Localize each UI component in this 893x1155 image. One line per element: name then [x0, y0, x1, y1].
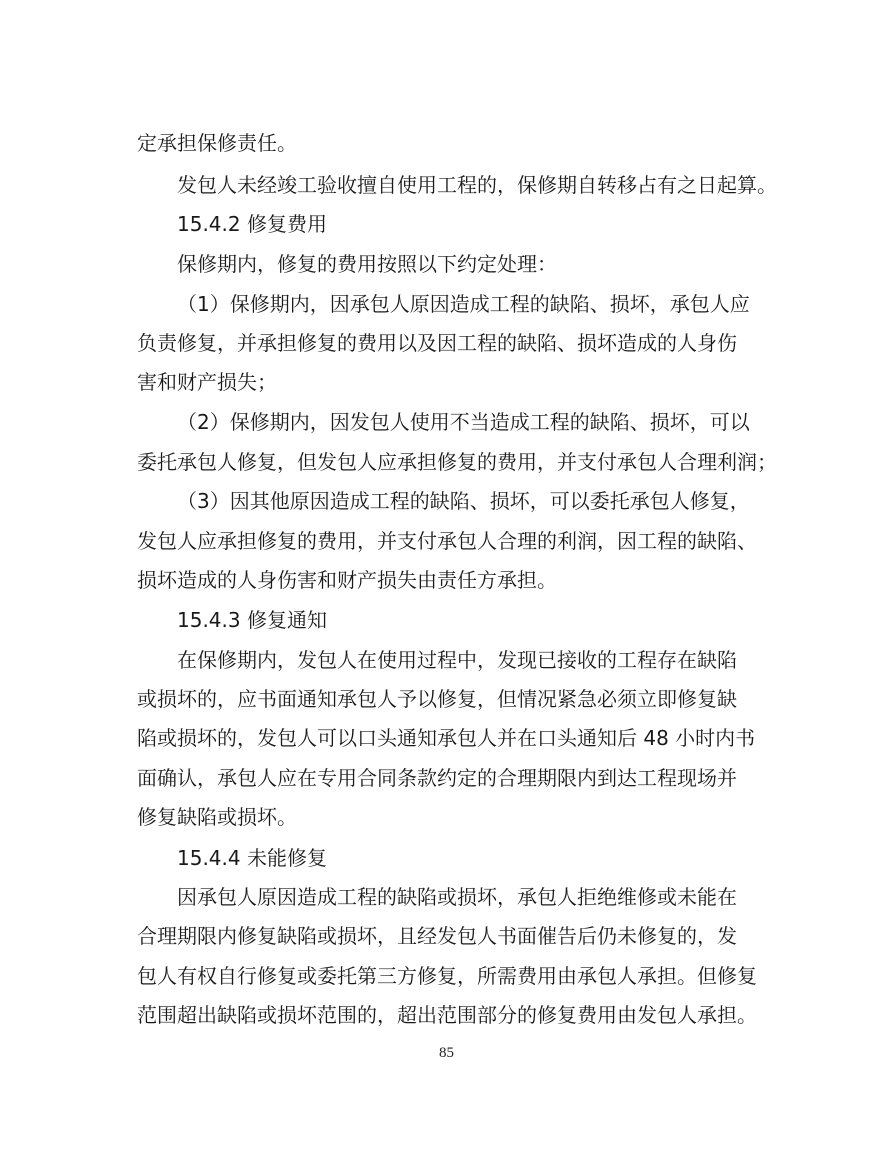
section-heading-15-4-4: 15.4.4 未能修复 [177, 846, 327, 870]
paragraph-line: 因承包人原因造成工程的缺陷或损坏，承包人拒绝维修或未能在 [177, 885, 737, 909]
paragraph-line: 定承担保修责任。 [137, 131, 297, 155]
paragraph-line: 或损坏的，应书面通知承包人予以修复，但情况紧急必须立即修复缺 [137, 687, 737, 711]
paragraph-line: 在保修期内，发包人在使用过程中，发现已接收的工程存在缺陷 [177, 648, 737, 672]
paragraph-line: 面确认，承包人应在专用合同条款约定的合理期限内到达工程现场并 [137, 766, 737, 790]
list-item-3-line: （3）因其他原因造成工程的缺陷、损坏，可以委托承包人修复， [177, 489, 750, 513]
list-item-1-line: 负责修复，并承担修复的费用以及因工程的缺陷、损坏造成的人身伤 [137, 331, 737, 355]
paragraph-line: 范围超出缺陷或损坏范围的，超出范围部分的修复费用由发包人承担。 [137, 1003, 757, 1027]
section-heading-15-4-2: 15.4.2 修复费用 [177, 212, 327, 236]
list-item-2-line: 委托承包人修复，但发包人应承担修复的费用，并支付承包人合理利润； [137, 450, 777, 474]
paragraph-line: 保修期内，修复的费用按照以下约定处理： [177, 252, 557, 276]
section-heading-15-4-3: 15.4.3 修复通知 [177, 608, 327, 632]
list-item-1-line: （1）保修期内，因承包人原因造成工程的缺陷、损坏，承包人应 [177, 292, 750, 316]
list-item-3-line: 损坏造成的人身伤害和财产损失由责任方承担。 [137, 568, 557, 592]
list-item-1-line: 害和财产损失； [137, 370, 277, 394]
paragraph-line: 陷或损坏的，发包人可以口头通知承包人并在口头通知后 48 小时内书 [137, 726, 756, 750]
page-number: 85 [439, 1045, 454, 1061]
paragraph-line: 修复缺陷或损坏。 [137, 805, 297, 829]
list-item-3-line: 发包人应承担修复的费用，并支付承包人合理的利润，因工程的缺陷、 [137, 529, 757, 553]
list-item-2-line: （2）保修期内，因发包人使用不当造成工程的缺陷、损坏，可以 [177, 410, 750, 434]
paragraph-line: 发包人未经竣工验收擅自使用工程的，保修期自转移占有之日起算。 [177, 173, 777, 197]
paragraph-line: 包人有权自行修复或委托第三方修复，所需费用由承包人承担。但修复 [137, 964, 757, 988]
paragraph-line: 合理期限内修复缺陷或损坏，且经发包人书面催告后仍未修复的，发 [137, 924, 737, 948]
